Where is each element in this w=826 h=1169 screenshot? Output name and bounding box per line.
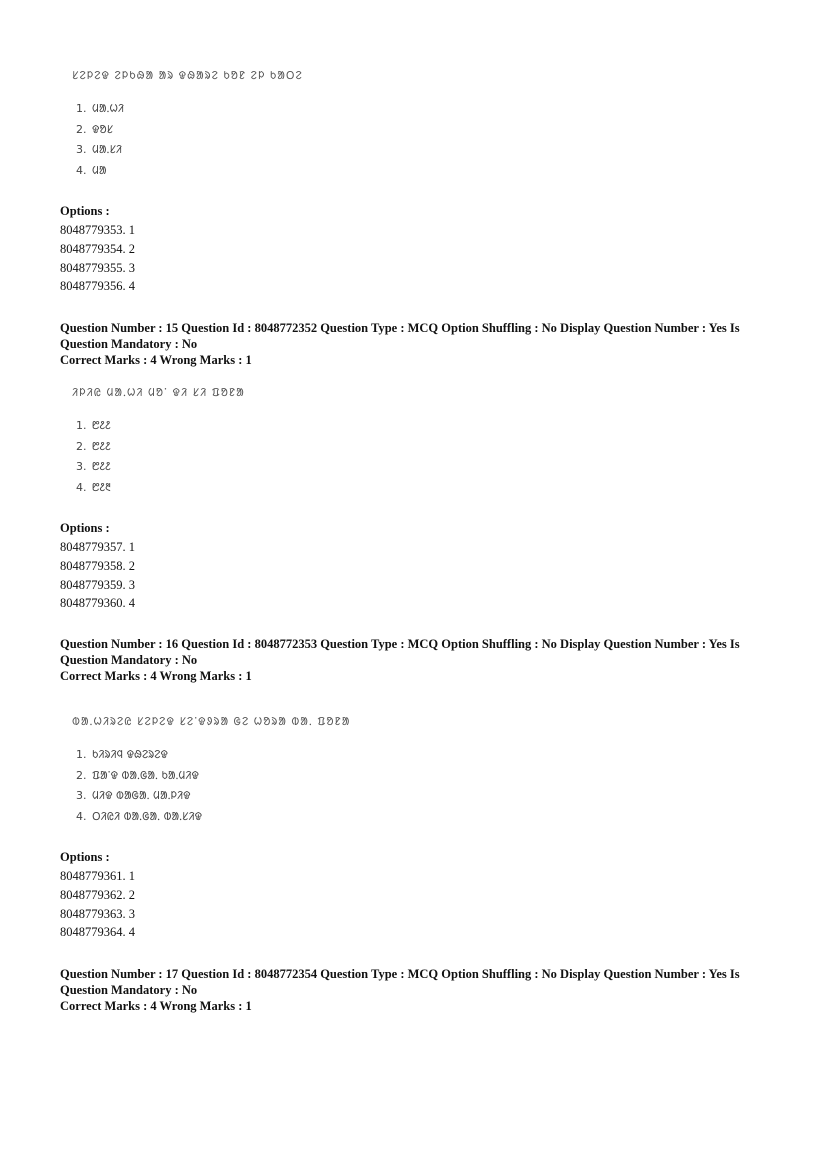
- q16-question-text: ᱵᱟᱹᱦᱤᱨᱮᱭ ᱥᱮᱞᱮᱫ ᱥᱮᱸᱫᱽᱨᱟ ᱜᱮ ᱦᱚᱨᱟ ᱵᱟᱹ ᱯᱚᱱᱟ: [72, 715, 351, 728]
- q14-question-text: ᱥᱮᱞᱮᱫ ᱮᱞᱠᱷᱟ ᱟᱨ ᱫᱷᱟᱨᱮ ᱠᱚᱱ ᱮᱞ ᱠᱟᱛᱮ: [72, 69, 303, 82]
- q16-header: [60, 636, 760, 684]
- option-id: 8048779363. 3: [60, 906, 135, 921]
- q15-marks: Correct Marks : 4 Wrong Marks : 1: [60, 353, 252, 367]
- q17-header-line2: Question Mandatory : No: [60, 983, 198, 997]
- option-id: 8048779353. 1: [60, 223, 135, 237]
- q16-choice: 1. ᱠᱤᱨᱤᱧ ᱫᱷᱮᱨᱮᱫ: [76, 748, 168, 761]
- option-id: 8048779357. 1: [60, 540, 135, 554]
- q16-choice: 3. ᱢᱤᱫ ᱵᱟᱜᱟᱹ ᱢᱟᱹᱞᱤᱫ: [76, 789, 191, 802]
- q14-option-ids: [60, 221, 135, 296]
- option-id: 8048779361. 1: [60, 869, 135, 883]
- q15-choice: 2. ᱘᱒᱒: [76, 439, 111, 453]
- q16-header-line2: Question Mandatory : No: [60, 653, 198, 667]
- option-id: 8048779364. 4: [60, 925, 135, 940]
- q15-header-line1: Question Number : 15 Question Id : 8048772352 Question Type : MCQ Option Shuffling : No Display Question Number : Yes Is: [60, 321, 740, 335]
- q14-choice: 1. ᱢᱟᱹᱦᱤ: [76, 102, 125, 115]
- option-id: 8048779360. 4: [60, 596, 135, 611]
- q14-options-label: Options :: [60, 204, 110, 218]
- q15-choice: 4. ᱘᱒᱓: [76, 480, 111, 494]
- q16-options-label: Options :: [60, 850, 110, 864]
- q15-option-ids: [60, 538, 135, 613]
- q14-choice: 2. ᱫᱚᱥ: [76, 122, 114, 136]
- option-id: 8048779354. 2: [60, 241, 135, 256]
- option-id: 8048779358. 2: [60, 558, 135, 573]
- q15-choice: 1. ᱘᱒᱒: [76, 419, 111, 432]
- q16-choice: 2. ᱯᱟᱸᱫ ᱵᱟᱹᱜᱟᱹ ᱠᱟᱹᱢᱤᱫ: [76, 768, 199, 782]
- q16-marks: Correct Marks : 4 Wrong Marks : 1: [60, 669, 252, 683]
- q16-choice: 4. ᱛᱤᱭᱤ ᱵᱟᱹᱜᱟᱹ ᱵᱟᱹᱥᱤᱫ: [76, 809, 203, 823]
- q15-choice-list: [76, 416, 111, 498]
- option-id: 8048779362. 2: [60, 887, 135, 902]
- option-id: 8048779355. 3: [60, 260, 135, 275]
- option-id: 8048779356. 4: [60, 279, 135, 294]
- q15-question-text: ᱤᱞᱤᱭ ᱢᱟᱹᱦᱤ ᱢᱚᱸ ᱫᱤ ᱥᱤ ᱯᱚᱱᱟ: [72, 386, 245, 399]
- q17-marks: Correct Marks : 4 Wrong Marks : 1: [60, 999, 252, 1013]
- q16-header-line1: Question Number : 16 Question Id : 8048772353 Question Type : MCQ Option Shuffling : No Display Question Number : Yes Is: [60, 637, 740, 651]
- option-id: 8048779359. 3: [60, 577, 135, 592]
- q14-choice: 3. ᱢᱟᱹᱥᱤ: [76, 143, 123, 156]
- q16-choice-list: [76, 745, 202, 827]
- q14-choice-list: [76, 99, 124, 181]
- q15-header-line2: Question Mandatory : No: [60, 337, 198, 351]
- q15-options-label: Options :: [60, 521, 110, 535]
- q17-header: [60, 966, 760, 1014]
- q16-option-ids: [60, 867, 135, 942]
- q15-choice: 3. ᱘᱒᱒: [76, 460, 111, 473]
- q14-choice: 4. ᱢᱟ: [76, 163, 107, 177]
- q17-header-line1: Question Number : 17 Question Id : 8048772354 Question Type : MCQ Option Shuffling : No Display Question Number : Yes Is: [60, 967, 740, 981]
- q15-header: [60, 320, 760, 368]
